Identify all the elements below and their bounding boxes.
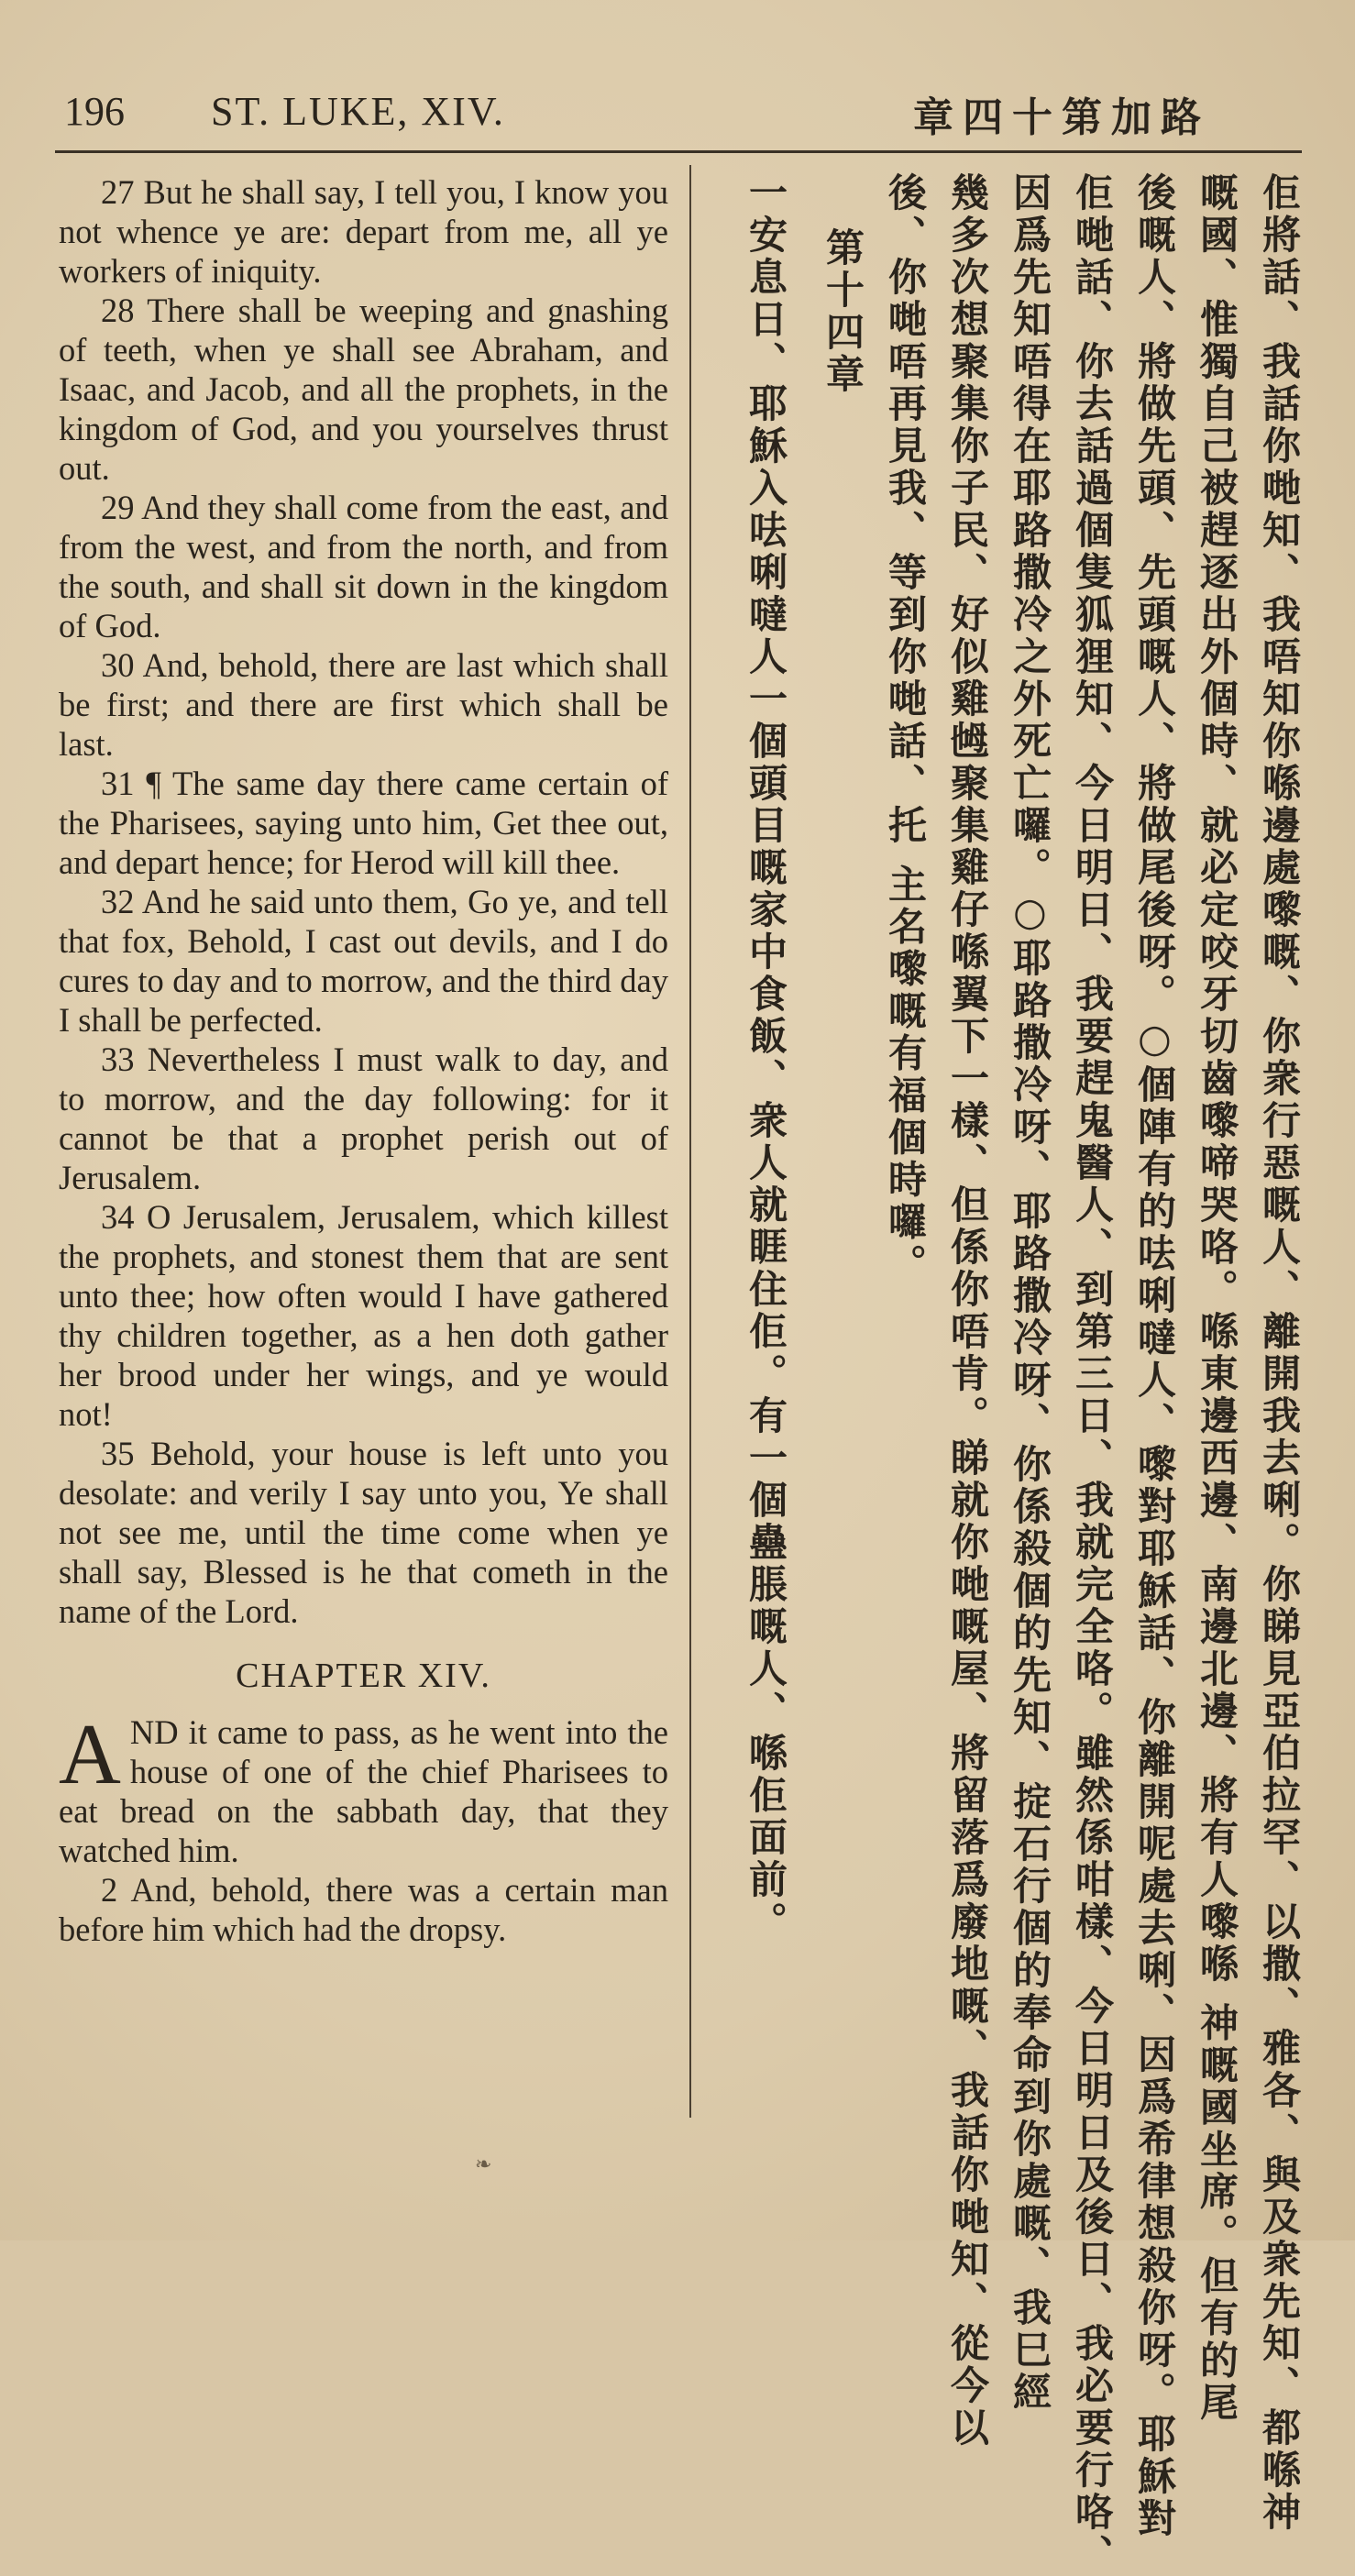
verse-28: 28 There shall be weeping and gnashing of teeth, when ye shall see Abraham, and Isaac, and Jacob, and all the prophets, in the kingdom of God, and you yourselves thrust out. [59, 292, 668, 487]
chinese-column [704, 172, 1309, 2576]
verse-30: 30 And, behold, there are last which shall be first; and there are first which shall be last. [59, 646, 668, 763]
chinese-text-column: 後、你哋唔再見我、等到你哋話、托 主名嚟嘅有福個時囉。 [883, 172, 928, 1286]
verse-27: 27 But he shall say, I tell you, I know you not whence ye are: depart from me, all ye workers of iniquity. [59, 173, 668, 290]
footer-ornament: ❧ [475, 2152, 492, 2175]
chinese-text-column: 佢哋話、你去話過個隻狐狸知、今日明日、我要趕鬼醫人、到第三日、我就完全咯。雖然係咁樣、今日明日及後日、我必要行咯、 [1070, 172, 1115, 2576]
chinese-text-column: 一安息日、耶穌入呿唎噠人一個頭目嘅家中食飯、衆人就睚住佢。有一個蠱脹嘅人、喺佢面前。 [744, 172, 788, 1943]
page-header [55, 84, 1302, 149]
english-column [59, 172, 668, 1949]
verse-29: 29 And they shall come from the east, and from the west, and from the north, and from the south, and shall sit down in the kingdom of God. [59, 489, 668, 644]
chapter-verse-1 [59, 1707, 668, 1870]
column-divider [689, 165, 691, 2118]
running-head: ST. LUKE, XIV. [211, 89, 505, 134]
chinese-text-column: 幾多次想聚集你子民、好似雞乸聚集雞仔喺翼下一樣、但係你唔肯。睇就你哋嘅屋、將留落爲廢地嘅、我話你哋知、從今以 [945, 172, 990, 2449]
chinese-chapter-heading: 第十四章 [821, 227, 865, 396]
chapter-verse-2: 2 And, behold, there was a certain man before him which had the dropsy. [59, 1871, 668, 1948]
chinese-text-column: 嘅國、惟獨自己被趕逐出外個時、就必定咬牙切齒嚟啼哭咯。喺東邊西邊、南邊北邊、將有人嚟喺 神嘅國坐席。但有的尾 [1195, 172, 1239, 2425]
chapter-heading: CHAPTER XIV. [236, 1657, 491, 1695]
chinese-text-column: 後嘅人、將做先頭、先頭嘅人、將做尾後呀。○個陣有的呿唎噠人、嚟對耶穌話、你離開呢處去唎、因爲希律想殺你呀。耶穌對 [1132, 172, 1177, 2540]
chapter-verse-1-text: ND it came to pass, as he went into the house of one of the chief Pharisees to eat bread on the sabbath day, that they watched him. [59, 1713, 668, 1869]
header-rule [55, 150, 1302, 153]
verse-34: 34 O Jerusalem, Jerusalem, which killest the prophets, and stonest them that are sent unto thee; how often would I have gathered thy children together, as a hen doth gather her brood under her wings, and ye would not! [59, 1198, 668, 1433]
verse-35: 35 Behold, your house is left unto you desolate: and verily I say unto you, Ye shall not see me, until the time come when ye shall say, Blessed is he that cometh in the name of the Lord. [59, 1435, 668, 1630]
verse-31: 31 ¶ The same day there came certain of the Pharisees, saying unto him, Get thee out, and depart hence; for Herod will kill thee. [59, 765, 668, 881]
chinese-text-column: 因爲先知唔得在耶路撒冷之外死亡囉。○耶路撒冷呀、耶路撒冷呀、你係殺個的先知、掟石行個的奉命到你處嘅、我巳經 [1008, 172, 1052, 2414]
chinese-text-column: 佢將話、我話你哋知、我唔知你喺邊處嚟嘅、你衆行惡嘅人、離開我去唎。你睇見亞伯拉罕、以撒、雅各、與及衆先知、都喺神 [1257, 172, 1302, 2534]
page-number: 196 [64, 89, 125, 134]
verse-33: 33 Nevertheless I must walk to day, and to morrow, and the day following: for it cannot be that a prophet perish out of Jerusalem. [59, 1040, 668, 1196]
verse-32: 32 And he said unto them, Go ye, and tell that fox, Behold, I cast out devils, and I do cures to day and to morrow, and the third day I shall be perfected. [59, 883, 668, 1039]
running-head-chinese: 章四十第加路 [913, 94, 1210, 141]
drop-cap: A [59, 1707, 121, 1802]
